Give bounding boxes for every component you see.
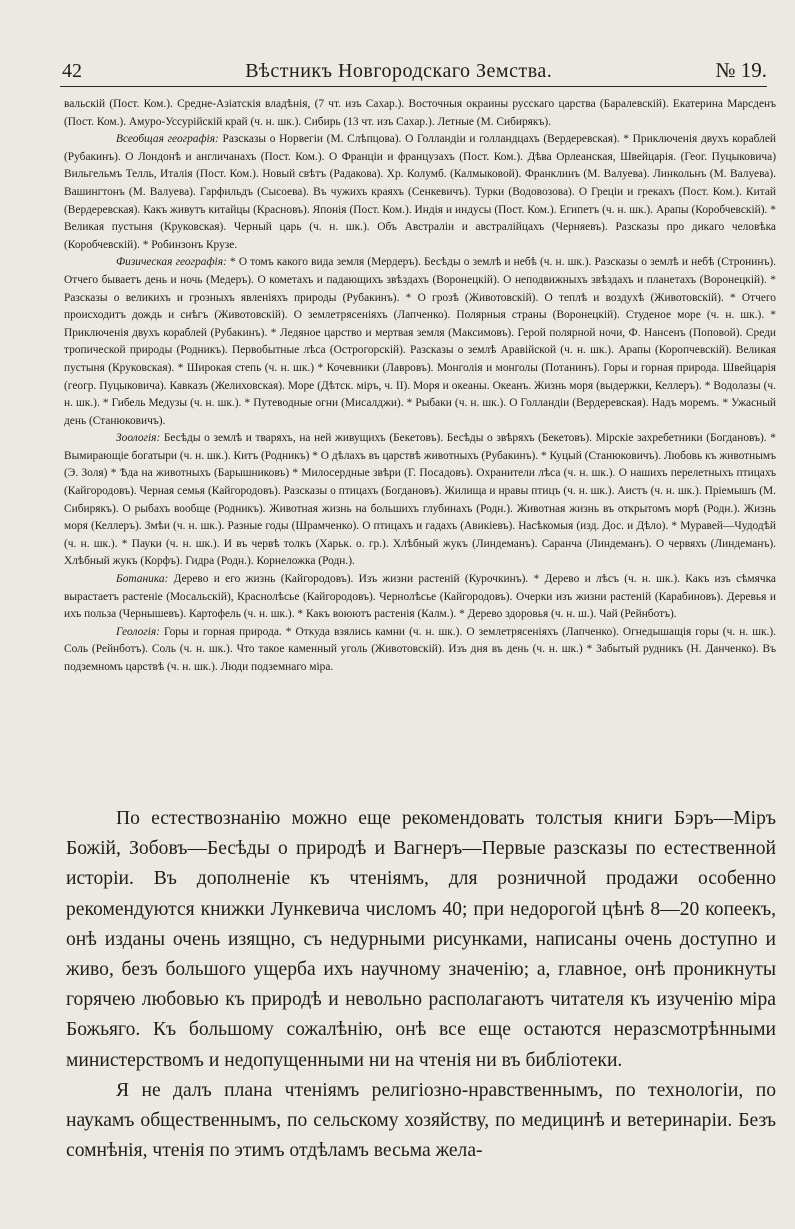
natural-science-recommendation-paragraph: По естествознанію можно еще рекомендовать толстыя книги Бэръ—Міръ Божій, Зобовъ—Бесѣды о природѣ и Вагнеръ—Первые разсказы по естественной исторіи. Въ дополненіе къ чтеніямъ, для розничной продажи особенно рекомендуются книжки Лункевича числомъ 40; при недорогой цѣнѣ 8—20 копеекъ, онѣ изданы очень изящно, съ недурными рисунками, написаны очень доступно и живо, безъ большого ущерба ихъ научному значенію; а, главное, онѣ проникнуты горячею любовью къ природѣ и невольно располагаютъ читателя къ изученію міра Божьяго. Къ большому сожалѣнію, онѣ все еще остаются неразсмотрѣнными министерствомъ и недопущенными ни на чтенія ни въ библіотеки. [66, 808, 776, 1071]
other-subjects-paragraph: Я не далъ плана чтеніямъ религіозно-нравственнымъ, по технологіи, по наукамъ общественнымъ, по сельскому хозяйству, по медицинѣ и ветеринаріи. Безъ сомнѣнія, чтенія по этимъ отдѣламъ весьма жела- [66, 1079, 776, 1162]
botany-heading: Ботаника: [116, 573, 169, 586]
geography-heading: Всеобщая географія: [116, 133, 219, 146]
geography-paragraph [64, 131, 776, 254]
physical-geography-body: * О томъ какого вида земля (Мердеръ). Бесѣды о землѣ и небѣ (ч. н. шк.). Разсказы о землѣ и небѣ (Стронинъ). Отчего бываетъ день и ночь (Медеръ). О кометахъ и падающихъ звѣздахъ (Воронецкій). О неподвижныхъ звѣздахъ и планетахъ (Воронецкій). * Разсказы о великихъ и грозныхъ явленіяхъ природы (Рубакинъ). * О грозѣ (Животовскій). О теплѣ и воздухѣ (Животовскій). * Отчего происходитъ дождь и снѣгъ (Животовскій). О землетрясеніяхъ (Лапченко). Полярныя страны (Воронецкій). Студеное море (ч. н. шк.). * Приключенія двухъ кораблей (Рубакинъ). * Ледяное царство и мертвая земля (Максимовъ). Герой полярной ночи, Ф. Нансенъ (Поповой). Среди тропической природы (Родникъ). Первобытные лѣса (Острогорскій). Разсказы о землѣ Аравійской (ч. н. шк.). Арапы (Коропчевскій). Великая пустыня (Круковская). * Широкая степь (ч. н. шк.) * Кочевники (Лавровъ). Монголія и монголы (Потанинъ). Горы и горная природа. Швейцарія (геогр. Пуцыковича). Кавказъ (Желиховская). Море (Дѣтск. міръ, ч. II). Моря и океаны. Океанъ. Жизнь моря (выдержки, Келлеръ). * Водолазы (ч. н. шк.). * Гибель Медузы (ч. н. шк.). * Путеводные огни (Мисалджи). * Рыбаки (ч. н. шк.). О Голландіи (Вердеревская). Надъ моремъ. * Ужасный день (Станюковичъ). [64, 256, 776, 427]
botany-paragraph [64, 571, 776, 624]
issue-number: № 19. [715, 58, 767, 82]
main-text-section [66, 804, 776, 1166]
geology-heading: Геологія: [116, 625, 160, 638]
intro-text: вальскій (Пост. Ком.). Средне-Азіатскія владѣнія, (7 чт. изъ Сахар.). Восточныя окраины русскаго царства (Баралевскій). Екатерина Марсденъ (Пост. Ком.). Амуро-Уссурійскій край (ч. н. шк.). Сибирь (13 чт. изъ Сахар.). Летные (М. Сибирякъ). [64, 98, 776, 128]
geology-paragraph [64, 624, 776, 677]
zoology-heading: Зоологія: [116, 432, 161, 445]
page-header [62, 58, 767, 86]
botany-body: Дерево и его жизнь (Кайгородовъ). Изъ жизни растеній (Курочкинъ). * Дерево и лѣсъ (ч. н. шк.). Какъ изъ сѣмячка вырастаетъ растеніе (Мосальскій), Краснолѣсье (Кайгородовъ). Чернолѣсье (Кайгородовъ). Очерки изъ жизни растеній (Карабиновъ). Деревья и ихъ польза (Чернышевъ). Картофель (ч. н. шк.). * Какъ воюютъ растенія (Калм.). * Дерево здоровья (ч. н. ш.). Чай (Рейнботъ). [64, 573, 776, 621]
page-number: 42 [62, 60, 82, 82]
physical-geography-heading: Физическая географія: [116, 256, 227, 269]
zoology-paragraph [64, 430, 776, 571]
geography-body: Разсказы о Норвегіи (М. Слѣпцова). О Голландіи и голландцахъ (Вердеревская). * Приключенія двухъ кораблей (Рубакинъ). О Лондонѣ и англичанахъ (Пост. Ком.). О Франціи и французахъ (Пост. Ком.). Дѣва Орлеанская, Швейцарія. (Геог. Пуцыковича) Вильгельмъ Телль, Италія (Пост. Ком.). Новый свѣтъ (Радакова). Хр. Колумб. (Калмыковой). Франклинъ (М. Валуева). Линкольнъ (М. Валуева). Вашингтонъ (М. Валуева). Гарфильдъ (Сысоева). Въ чужихъ краяхъ (Сенкевичъ). Турки (Водовозова). О Греціи и грекахъ (Пост. Ком.). Китай (Вердеревская). Какъ живутъ китайцы (Красновъ). Японія (Пост. Ком.). Индія и индусы (Пост. Ком.). Египетъ (ч. н. шк.). Арапы (Коробчевскій). * Великая пустыня (Круковская). Черный царь (ч. н. шк.). Объ Австраліи и австралійцахъ (Черняевъ). Разсказы про дикаго человѣка (Коробчевскій). * Робинзонъ Крузе. [64, 133, 777, 251]
book-list-section [64, 96, 776, 677]
journal-title: Вѣстникъ Новгородскаго Земства. [245, 60, 553, 82]
intro-paragraph [64, 96, 776, 131]
physical-geography-paragraph [64, 254, 776, 430]
header-rule [60, 86, 767, 87]
geology-body: Горы и горная природа. * Откуда взялись камни (ч. н. шк.). О землетрясеніяхъ (Лапченко). Огнедышащія горы (ч. н. шк.). Соль (Рейнботъ). Соль (ч. н. шк.). Что такое каменный уголь (Животовскій). Изъ дня въ день (ч. н. шк.) * Забытый рудникъ (Н. Данченко). Въ подземномъ царствѣ (ч. н. шк.). Люди подземнаго міра. [64, 625, 776, 673]
zoology-body: Бесѣды о землѣ и тваряхъ, на ней живущихъ (Бекетовъ). Бесѣды о звѣряхъ (Бекетовъ). Мірскіе захребетники (Богдановъ). * Вымирающіе богатыри (ч. н. шк.). Китъ (Родникъ) * О дѣлахъ въ царствѣ животныхъ (Рубакинъ). * Куцый (Станюковичъ). Любовь къ животнымъ (Э. Золя) * Ѣда на животныхъ (Барышниковъ) * Милосердные звѣри (Г. Посадовъ). Охранители лѣса (ч. н. шк.). О нашихъ перелетныхъ птицахъ (Кайгородовъ). Черная семья (Кайгородовъ). Разсказы о птицахъ (Богдановъ). Жилища и нравы птицъ (ч. н. шк.). Аистъ (ч. н. шк.). Пріемышъ (М. Сибирякъ). О рыбахъ вообще (Родникъ). Животная жизнь на большихъ глубинахъ (Родн.). Животная жизнь въ открытомъ морѣ (Родн.). Жизнь моря (Келлеръ). Змѣи (ч. н. шк.). Разные годы (Шрамченко). О птицахъ и гадахъ (Авикіевъ). Насѣкомыя (изд. Дос. и Дѣло). * Муравей—Чудодѣй (ч. н. шк.). * Пауки (ч. н. шк.). И въ червѣ толкъ (Харьк. о. гр.). Хлѣбный жукъ (Линдеманъ). Саранча (Линдеманъ). О червяхъ (Линдеманъ). Хлѣбный жукъ (Корфъ). Гидра (Родн.). Корнеложка (Родн.). [64, 432, 776, 568]
